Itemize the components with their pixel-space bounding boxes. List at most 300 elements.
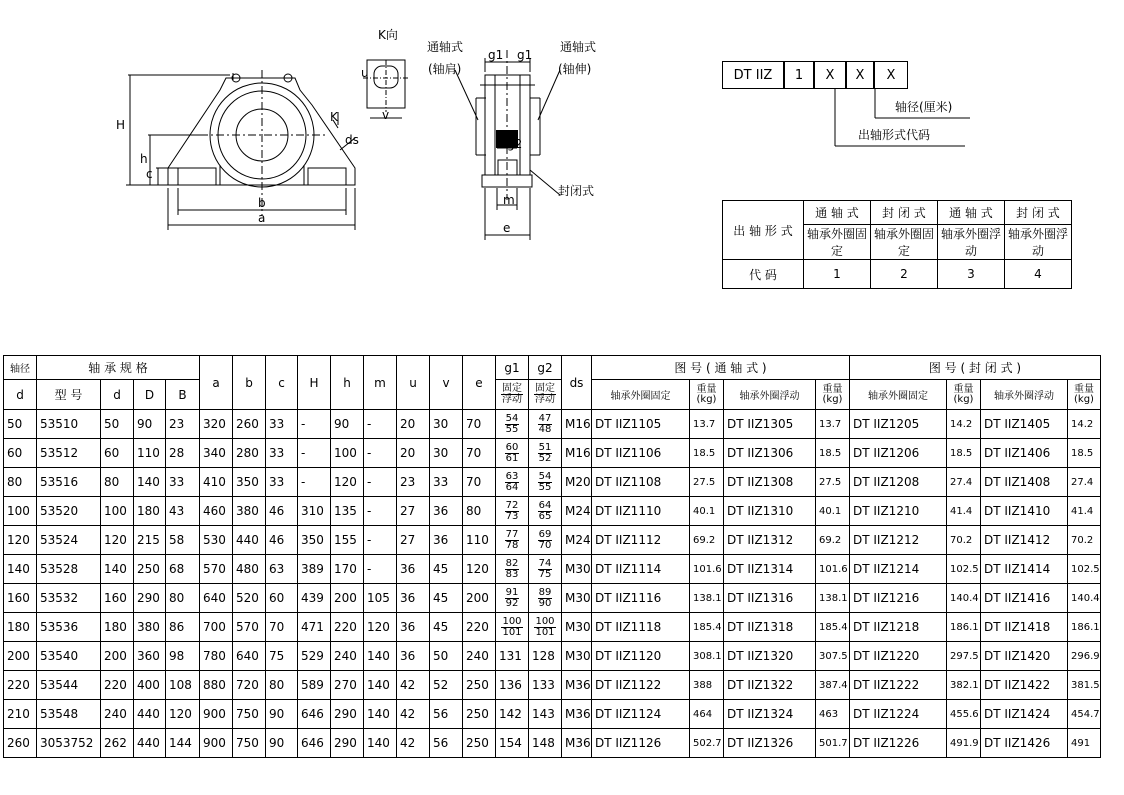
cell-D: 400 — [134, 671, 166, 700]
cell-c: 33 — [266, 468, 298, 497]
cell-u: 36 — [397, 584, 430, 613]
header-drawing-through: 图 号 ( 通 轴 式 ) — [592, 356, 850, 380]
dim-m-label: m — [503, 193, 515, 207]
header-g1: g1 — [496, 356, 529, 380]
cell-v: 30 — [430, 410, 463, 439]
cell-t2: DT IIZ1305 — [724, 410, 816, 439]
cell-D: 360 — [134, 642, 166, 671]
table-row — [4, 410, 1101, 439]
cell-d: 220 — [101, 671, 134, 700]
weight-unit: (kg) — [1074, 393, 1094, 405]
cell-model: 53524 — [37, 526, 101, 555]
cell-w2: 101.6 — [816, 555, 850, 584]
header-shaft-dia-symbol: d — [4, 380, 37, 410]
cell-c1: DT IIZ1222 — [850, 671, 947, 700]
cell-w3: 27.4 — [947, 468, 981, 497]
cell-g2 — [529, 526, 562, 555]
g1-fixed-value: 63 — [505, 470, 519, 482]
cell-c2: DT IIZ1405 — [981, 410, 1068, 439]
g1-fixed-value: 77 — [505, 528, 519, 540]
g2-floating-label: 浮动 — [535, 394, 555, 405]
cell-D: 380 — [134, 613, 166, 642]
g2-fixed-label: 固定 — [535, 383, 555, 394]
closed-type-label: 封闭式 — [558, 184, 595, 198]
table-row — [4, 700, 1101, 729]
code-x2-box: X — [846, 61, 874, 89]
cell-H: 350 — [298, 526, 331, 555]
cell-g1: 136 — [496, 671, 529, 700]
cell-w3: 140.4 — [947, 584, 981, 613]
dim-v-label: v — [382, 108, 390, 122]
cell-h: 170 — [331, 555, 364, 584]
header-D: D — [134, 380, 166, 410]
fix-type-col-4: 轴承外圈浮动 — [1005, 225, 1072, 260]
cell-t2: DT IIZ1308 — [724, 468, 816, 497]
cell-B: 120 — [166, 700, 200, 729]
header-drawing-closed: 图 号 ( 封 闭 式 ) — [850, 356, 1101, 380]
cell-w3: 186.1 — [947, 613, 981, 642]
through-shaft-left-label: 通轴式 — [427, 40, 464, 54]
cell-g2: 148 — [529, 729, 562, 758]
cell-u: 42 — [397, 671, 430, 700]
cell-c2: DT IIZ1408 — [981, 468, 1068, 497]
cell-g1 — [496, 410, 529, 439]
cell-m: - — [364, 410, 397, 439]
cell-t2: DT IIZ1306 — [724, 439, 816, 468]
cell-t2: DT IIZ1314 — [724, 555, 816, 584]
cell-H: 471 — [298, 613, 331, 642]
shaft-type-code-table — [722, 200, 1072, 289]
cell-g1: 142 — [496, 700, 529, 729]
cell-model: 53512 — [37, 439, 101, 468]
g1-floating-value: 64 — [505, 481, 519, 493]
g1-fixed-value: 100 — [502, 615, 522, 627]
code-x3-box: X — [874, 61, 908, 89]
cell-a: 640 — [200, 584, 233, 613]
cell-w2: 13.7 — [816, 410, 850, 439]
cell-m: 120 — [364, 613, 397, 642]
cell-u: 36 — [397, 642, 430, 671]
cell-b: 440 — [233, 526, 266, 555]
g2-floating-value: 52 — [538, 452, 552, 464]
cell-u: 36 — [397, 555, 430, 584]
cell-B: 58 — [166, 526, 200, 555]
cell-w2: 40.1 — [816, 497, 850, 526]
cell-g2 — [529, 584, 562, 613]
cell-w1: 101.6 — [690, 555, 724, 584]
cell-c: 46 — [266, 526, 298, 555]
cell-c1: DT IIZ1208 — [850, 468, 947, 497]
code-digit-box: 1 — [784, 61, 814, 89]
cell-c: 63 — [266, 555, 298, 584]
cell-c2: DT IIZ1426 — [981, 729, 1068, 758]
cell-w3: 41.4 — [947, 497, 981, 526]
cell-H: 589 — [298, 671, 331, 700]
cell-b: 260 — [233, 410, 266, 439]
fix-type-col-2: 轴承外圈固定 — [871, 225, 938, 260]
cell-d: 160 — [101, 584, 134, 613]
cell-ds: M30 — [562, 555, 592, 584]
cell-v: 56 — [430, 729, 463, 758]
header-closed-floating: 轴承外圈浮动 — [981, 380, 1068, 410]
cell-w4: 454.7 — [1068, 700, 1101, 729]
header-closed-fixed: 轴承外圈固定 — [850, 380, 947, 410]
table-row — [4, 439, 1101, 468]
weight-label: 重量 — [696, 383, 717, 395]
g2-floating-value: 55 — [538, 481, 552, 493]
cell-h: 240 — [331, 642, 364, 671]
cell-h: 120 — [331, 468, 364, 497]
cell-t2: DT IIZ1322 — [724, 671, 816, 700]
cell-h: 200 — [331, 584, 364, 613]
cell-b: 380 — [233, 497, 266, 526]
cell-H: 529 — [298, 642, 331, 671]
cell-h: 90 — [331, 410, 364, 439]
cell-ds: M36 — [562, 671, 592, 700]
cell-g2 — [529, 439, 562, 468]
header-e: e — [463, 356, 496, 410]
g1-floating-value: 78 — [505, 539, 519, 551]
cell-D: 440 — [134, 700, 166, 729]
header-through-fixed-weight — [690, 380, 724, 410]
cell-d: 180 — [101, 613, 134, 642]
g2-floating-value: 101 — [535, 626, 555, 638]
shaft-diameter-label: 轴径(厘米) — [895, 100, 953, 114]
cell-sd: 220 — [4, 671, 37, 700]
cell-d: 140 — [101, 555, 134, 584]
dim-a-label: a — [258, 211, 266, 225]
cell-c2: DT IIZ1414 — [981, 555, 1068, 584]
cell-c1: DT IIZ1214 — [850, 555, 947, 584]
cell-t2: DT IIZ1324 — [724, 700, 816, 729]
dim-b-label: b — [258, 196, 266, 210]
cell-model: 3053752 — [37, 729, 101, 758]
g2-floating-value: 90 — [538, 597, 552, 609]
g2-floating-value: 75 — [538, 568, 552, 580]
header-d: d — [101, 380, 134, 410]
cell-t2: DT IIZ1326 — [724, 729, 816, 758]
cell-D: 440 — [134, 729, 166, 758]
cell-c2: DT IIZ1412 — [981, 526, 1068, 555]
cell-w4: 18.5 — [1068, 439, 1101, 468]
cell-c2: DT IIZ1406 — [981, 439, 1068, 468]
cell-t1: DT IIZ1122 — [592, 671, 690, 700]
cell-m: - — [364, 526, 397, 555]
cell-c1: DT IIZ1212 — [850, 526, 947, 555]
cell-t1: DT IIZ1116 — [592, 584, 690, 613]
cell-B: 68 — [166, 555, 200, 584]
cell-m: 140 — [364, 729, 397, 758]
header-bearing-spec: 轴 承 规 格 — [37, 356, 200, 380]
cell-ds: M24 — [562, 526, 592, 555]
shaft-type-col-3: 通 轴 式 — [938, 201, 1005, 225]
cell-c1: DT IIZ1216 — [850, 584, 947, 613]
cell-w3: 491.9 — [947, 729, 981, 758]
g2-fixed-value: 74 — [538, 557, 552, 569]
cell-c: 90 — [266, 700, 298, 729]
cell-m: - — [364, 468, 397, 497]
cell-B: 98 — [166, 642, 200, 671]
cell-t2: DT IIZ1312 — [724, 526, 816, 555]
header-v: v — [430, 356, 463, 410]
cell-t1: DT IIZ1120 — [592, 642, 690, 671]
cell-sd: 140 — [4, 555, 37, 584]
cell-t1: DT IIZ1126 — [592, 729, 690, 758]
header-b: b — [233, 356, 266, 410]
cell-w1: 464 — [690, 700, 724, 729]
g1-fixed-value: 82 — [505, 557, 519, 569]
code-col-4: 4 — [1005, 260, 1072, 289]
cell-ds: M24 — [562, 497, 592, 526]
cell-u: 27 — [397, 497, 430, 526]
cell-w3: 14.2 — [947, 410, 981, 439]
cell-h: 100 — [331, 439, 364, 468]
code-col-1: 1 — [804, 260, 871, 289]
cell-c: 75 — [266, 642, 298, 671]
cell-e: 200 — [463, 584, 496, 613]
dim-e-label: e — [503, 221, 511, 235]
cell-a: 900 — [200, 729, 233, 758]
cell-sd: 260 — [4, 729, 37, 758]
cell-B: 23 — [166, 410, 200, 439]
cell-a: 320 — [200, 410, 233, 439]
cell-m: - — [364, 497, 397, 526]
cell-w3: 297.5 — [947, 642, 981, 671]
cell-a: 780 — [200, 642, 233, 671]
table-row — [4, 729, 1101, 758]
cell-a: 410 — [200, 468, 233, 497]
cell-m: 140 — [364, 671, 397, 700]
cell-g1 — [496, 555, 529, 584]
cell-g2 — [529, 555, 562, 584]
cell-w3: 455.6 — [947, 700, 981, 729]
cell-w2: 138.1 — [816, 584, 850, 613]
cell-u: 23 — [397, 468, 430, 497]
cell-w4: 14.2 — [1068, 410, 1101, 439]
cell-b: 350 — [233, 468, 266, 497]
cell-v: 45 — [430, 555, 463, 584]
cell-B: 144 — [166, 729, 200, 758]
table-row — [4, 584, 1101, 613]
cell-w1: 18.5 — [690, 439, 724, 468]
g2-fixed-value: 51 — [538, 441, 552, 453]
cell-t1: DT IIZ1105 — [592, 410, 690, 439]
cell-c: 33 — [266, 410, 298, 439]
cell-w1: 502.7 — [690, 729, 724, 758]
cell-w4: 70.2 — [1068, 526, 1101, 555]
cell-g2: 128 — [529, 642, 562, 671]
g1-fixed-value: 91 — [505, 586, 519, 598]
cell-g1 — [496, 613, 529, 642]
shaft-extension-label: (轴伸) — [558, 62, 592, 76]
cell-w2: 463 — [816, 700, 850, 729]
cell-u: 20 — [397, 439, 430, 468]
cell-a: 700 — [200, 613, 233, 642]
cell-t1: DT IIZ1108 — [592, 468, 690, 497]
cell-w1: 40.1 — [690, 497, 724, 526]
cell-c2: DT IIZ1424 — [981, 700, 1068, 729]
cell-e: 80 — [463, 497, 496, 526]
cell-b: 570 — [233, 613, 266, 642]
cell-model: 53510 — [37, 410, 101, 439]
dim-c-label: c — [146, 167, 153, 181]
cell-c: 46 — [266, 497, 298, 526]
cell-a: 880 — [200, 671, 233, 700]
cell-t1: DT IIZ1112 — [592, 526, 690, 555]
cell-w4: 186.1 — [1068, 613, 1101, 642]
cell-w2: 27.5 — [816, 468, 850, 497]
cell-v: 45 — [430, 584, 463, 613]
cell-c1: DT IIZ1226 — [850, 729, 947, 758]
dim-g1-left-label: g1 — [488, 48, 504, 62]
dim-ds-label: ds — [345, 133, 359, 147]
cell-h: 270 — [331, 671, 364, 700]
cell-m: 140 — [364, 642, 397, 671]
cell-c2: DT IIZ1422 — [981, 671, 1068, 700]
header-g2: g2 — [529, 356, 562, 380]
code-col-2: 2 — [871, 260, 938, 289]
table-row — [4, 671, 1101, 700]
header-c: c — [266, 356, 298, 410]
through-shaft-right-label: 通轴式 — [560, 40, 597, 54]
cell-w1: 138.1 — [690, 584, 724, 613]
dim-H-label: H — [116, 118, 126, 132]
g1-fixed-value: 72 — [505, 499, 519, 511]
cell-b: 520 — [233, 584, 266, 613]
cell-g2 — [529, 468, 562, 497]
g2-floating-value: 48 — [538, 423, 552, 435]
header-through-fixed: 轴承外圈固定 — [592, 380, 690, 410]
cell-a: 460 — [200, 497, 233, 526]
header-u: u — [397, 356, 430, 410]
g2-fixed-value: 100 — [535, 615, 555, 627]
dim-h-label: h — [140, 152, 148, 166]
shaft-type-col-2: 封 闭 式 — [871, 201, 938, 225]
cell-a: 340 — [200, 439, 233, 468]
g2-fixed-value: 69 — [538, 528, 552, 540]
cell-d: 100 — [101, 497, 134, 526]
cell-h: 290 — [331, 700, 364, 729]
cell-g2: 143 — [529, 700, 562, 729]
cell-a: 570 — [200, 555, 233, 584]
cell-g2 — [529, 497, 562, 526]
cell-d: 200 — [101, 642, 134, 671]
cell-u: 42 — [397, 729, 430, 758]
cell-ds: M30 — [562, 584, 592, 613]
header-through-floating-weight — [816, 380, 850, 410]
g1-floating-value: 73 — [505, 510, 519, 522]
shaft-type-col-1: 通 轴 式 — [804, 201, 871, 225]
cell-w4: 140.4 — [1068, 584, 1101, 613]
cell-e: 250 — [463, 671, 496, 700]
cell-B: 86 — [166, 613, 200, 642]
cell-sd: 80 — [4, 468, 37, 497]
cell-a: 530 — [200, 526, 233, 555]
cell-h: 135 — [331, 497, 364, 526]
cell-model: 53532 — [37, 584, 101, 613]
cell-c2: DT IIZ1416 — [981, 584, 1068, 613]
cell-H: - — [298, 439, 331, 468]
cell-H: 646 — [298, 700, 331, 729]
cell-w1: 69.2 — [690, 526, 724, 555]
g1-fixed-value: 54 — [505, 412, 519, 424]
cell-sd: 100 — [4, 497, 37, 526]
cell-t2: DT IIZ1316 — [724, 584, 816, 613]
cell-B: 33 — [166, 468, 200, 497]
cell-t2: DT IIZ1318 — [724, 613, 816, 642]
cell-g1 — [496, 439, 529, 468]
cell-w2: 307.5 — [816, 642, 850, 671]
bearing-spec-table — [3, 355, 1101, 758]
header-through-floating: 轴承外圈浮动 — [724, 380, 816, 410]
cell-B: 28 — [166, 439, 200, 468]
cell-d: 262 — [101, 729, 134, 758]
cell-sd: 120 — [4, 526, 37, 555]
cell-t1: DT IIZ1118 — [592, 613, 690, 642]
cell-w2: 69.2 — [816, 526, 850, 555]
cell-t2: DT IIZ1320 — [724, 642, 816, 671]
cell-w3: 102.5 — [947, 555, 981, 584]
table-row — [4, 555, 1101, 584]
code-col-3: 3 — [938, 260, 1005, 289]
cell-H: 389 — [298, 555, 331, 584]
cell-sd: 160 — [4, 584, 37, 613]
cell-ds: M30 — [562, 613, 592, 642]
code-leaders — [820, 88, 980, 153]
cell-w3: 70.2 — [947, 526, 981, 555]
cell-u: 20 — [397, 410, 430, 439]
cell-c1: DT IIZ1205 — [850, 410, 947, 439]
cell-m: 140 — [364, 700, 397, 729]
cell-g2 — [529, 410, 562, 439]
cell-v: 33 — [430, 468, 463, 497]
cell-D: 290 — [134, 584, 166, 613]
cell-e: 120 — [463, 555, 496, 584]
cell-g1 — [496, 468, 529, 497]
cell-h: 220 — [331, 613, 364, 642]
cell-w3: 382.1 — [947, 671, 981, 700]
cell-sd: 60 — [4, 439, 37, 468]
cell-sd: 180 — [4, 613, 37, 642]
weight-label: 重量 — [953, 383, 974, 395]
cell-e: 250 — [463, 729, 496, 758]
cell-sd: 200 — [4, 642, 37, 671]
cell-model: 53544 — [37, 671, 101, 700]
cell-g2: 133 — [529, 671, 562, 700]
cell-b: 720 — [233, 671, 266, 700]
cell-v: 52 — [430, 671, 463, 700]
cell-ds: M20 — [562, 468, 592, 497]
cell-m: - — [364, 439, 397, 468]
cell-m: - — [364, 555, 397, 584]
cell-g1 — [496, 584, 529, 613]
cell-model: 53516 — [37, 468, 101, 497]
cell-c2: DT IIZ1420 — [981, 642, 1068, 671]
cell-t2: DT IIZ1310 — [724, 497, 816, 526]
g2-fixed-value: 64 — [538, 499, 552, 511]
cell-g1: 131 — [496, 642, 529, 671]
cell-w2: 387.4 — [816, 671, 850, 700]
cell-D: 215 — [134, 526, 166, 555]
header-m: m — [364, 356, 397, 410]
cell-D: 90 — [134, 410, 166, 439]
code-prefix-box: DT IIZ — [722, 61, 784, 89]
cell-w2: 501.7 — [816, 729, 850, 758]
cell-ds: M16 — [562, 410, 592, 439]
cell-model: 53528 — [37, 555, 101, 584]
header-g1-sub — [496, 380, 529, 410]
g2-fixed-value: 47 — [538, 412, 552, 424]
